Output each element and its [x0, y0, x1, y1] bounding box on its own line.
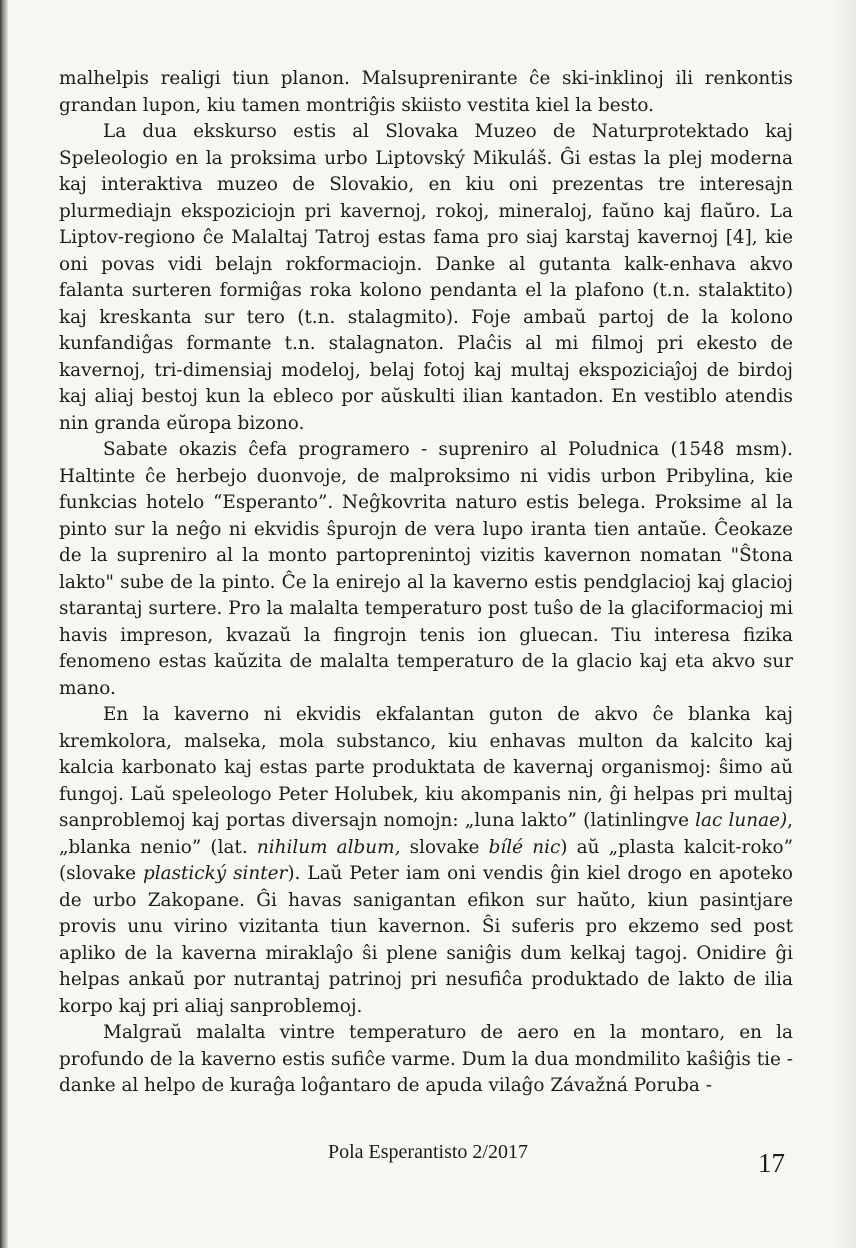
italic-text: nihilum album,	[256, 836, 401, 858]
paragraph-text: En la kaverno ni ekvidis ekfalantan guton de akvo ĉe blanka kaj kremkolora, malseka, mola substanco, kiu enhavas multon da kalcito kaj kalcia karbonato kaj estas parte produktata de kavernaj organismoj: ŝimo aŭ fungoj. Laŭ speleologo Peter Holubek, kiu akompanis nin, ĝi helpas pri multaj sanproblemoj kaj portas diversajn nomojn: „luna lakto” (latinlingve	[59, 704, 793, 831]
paragraph	[59, 119, 793, 437]
paragraph-text: ) aŭ „plasta kalcit-roko” (slovake	[59, 836, 794, 884]
paragraph	[59, 437, 793, 702]
paragraph-text: ). Laŭ Peter iam oni vendis ĝin kiel drogo en apoteko de urbo Zakopane. Ĝi havas sanigantan efikon sur haŭto, kiun pasintjare provis unu virino vizitanta tiun kavernon. Ŝi suferis pro ekzemo sed post apliko de la kaverna miraklaĵo ŝi plene saniĝis dum kelkaj tagoj. Onidire ĝi helpas ankaŭ por nutrantaj patrinoj pri nesufiĉa produktado de lakto de ilia korpo kaj pri aliaj sanproblemoj.	[59, 863, 793, 1017]
paragraph-text: , „blanka nenio” (lat.	[59, 810, 793, 858]
paragraph-text: Sabate okazis ĉefa programero - supreniro al Poludnica (1548 msm). Haltinte ĉe herbejo duonvoje, de malproksimo ni vidis urbon Pribylina, kie funkcias hotelo “Esperanto”. Neĝkovrita naturo estis belega. Proksime al la pinto sur la neĝo ni ekvidis ŝpurojn de vera lupo iranta tien antaŭe. Ĉeokaze de la supreniro al la monto partoprenintoj vizitis kavernon nomatan "Ŝtona lakto" sube de la pinto. Ĉe la enirejo al la kaverno estis pendglacioj kaj glacioj starantaj surtere. Pro la malalta temperaturo post tuŝo de la glaciformacioj mi havis impreson, kvazaŭ la fingrojn tenis ion gluecan. Tiu interesa fizika fenomeno estas kaŭzita de malalta temperaturo de la glacio kaj eta akvo sur mano.	[59, 439, 793, 699]
footer-publication: Pola Esperantisto 2/2017	[328, 1141, 528, 1163]
page-binding-edge	[0, 0, 8, 1248]
page-right-shade	[834, 0, 856, 1248]
paragraph-text: Malgraŭ malalta vintre temperaturo de aero en la montaro, en la profundo de la kaverno estis sufiĉe varme. Dum la dua mondmilito kaŝiĝis tie - danke al helpo de kuraĝa loĝantaro de apuda vilaĝo Závažná Poruba -	[59, 1022, 793, 1096]
page-number: 17	[758, 1148, 785, 1178]
paragraph-text: slovake	[400, 836, 489, 858]
paragraph-text: La dua ekskurso estis al Slovaka Muzeo de Naturprotektado kaj Speleologio en la proksima urbo Liptovský Mikuláš. Ĝi estas la plej moderna kaj interaktiva muzeo de Slovakio, en kiu oni prezentas tre interesajn plurmediajn ekspoziciojn pri kavernoj, rokoj, mineraloj, faŭno kaj flaŭro. La Liptov-regiono ĉe Malaltaj Tatroj estas fama pro siaj karstaj kavernoj [4], kie oni povas vidi belajn rokformaciojn. Danke al gutanta kalk-enhava akvo falanta surteren formiĝas roka kolono pendanta el la plafono (t.n. stalaktito) kaj kreskanta sur tero (t.n. stalagmito). Foje ambaŭ partoj de la kolono kunfandiĝas formante t.n. stalagnaton. Plaĉis al mi filmoj pri ekesto de kavernoj, tri-dimensiaj modeloj, belaj fotoj kaj multaj ekspoziciaĵoj de birdoj kaj aliaj bestoj kun la ebleco por aŭskulti ilian kantadon. En vestiblo atendis nin granda eŭropa bizono.	[59, 121, 793, 434]
italic-text: lac lunae)	[695, 810, 788, 831]
paragraph	[59, 66, 793, 119]
paragraph-text: malhelpis realigi tiun planon. Malsuprenirante ĉe ski-inklinoj ili renkontis grandan lupon, kiu tamen montriĝis skiisto vestita kiel la besto.	[59, 68, 793, 116]
italic-text: bílé nic	[488, 836, 561, 858]
italic-text: plastický sinter	[142, 863, 288, 884]
paragraph	[59, 1020, 793, 1100]
article-body	[59, 66, 793, 1100]
paragraph	[59, 702, 793, 1020]
